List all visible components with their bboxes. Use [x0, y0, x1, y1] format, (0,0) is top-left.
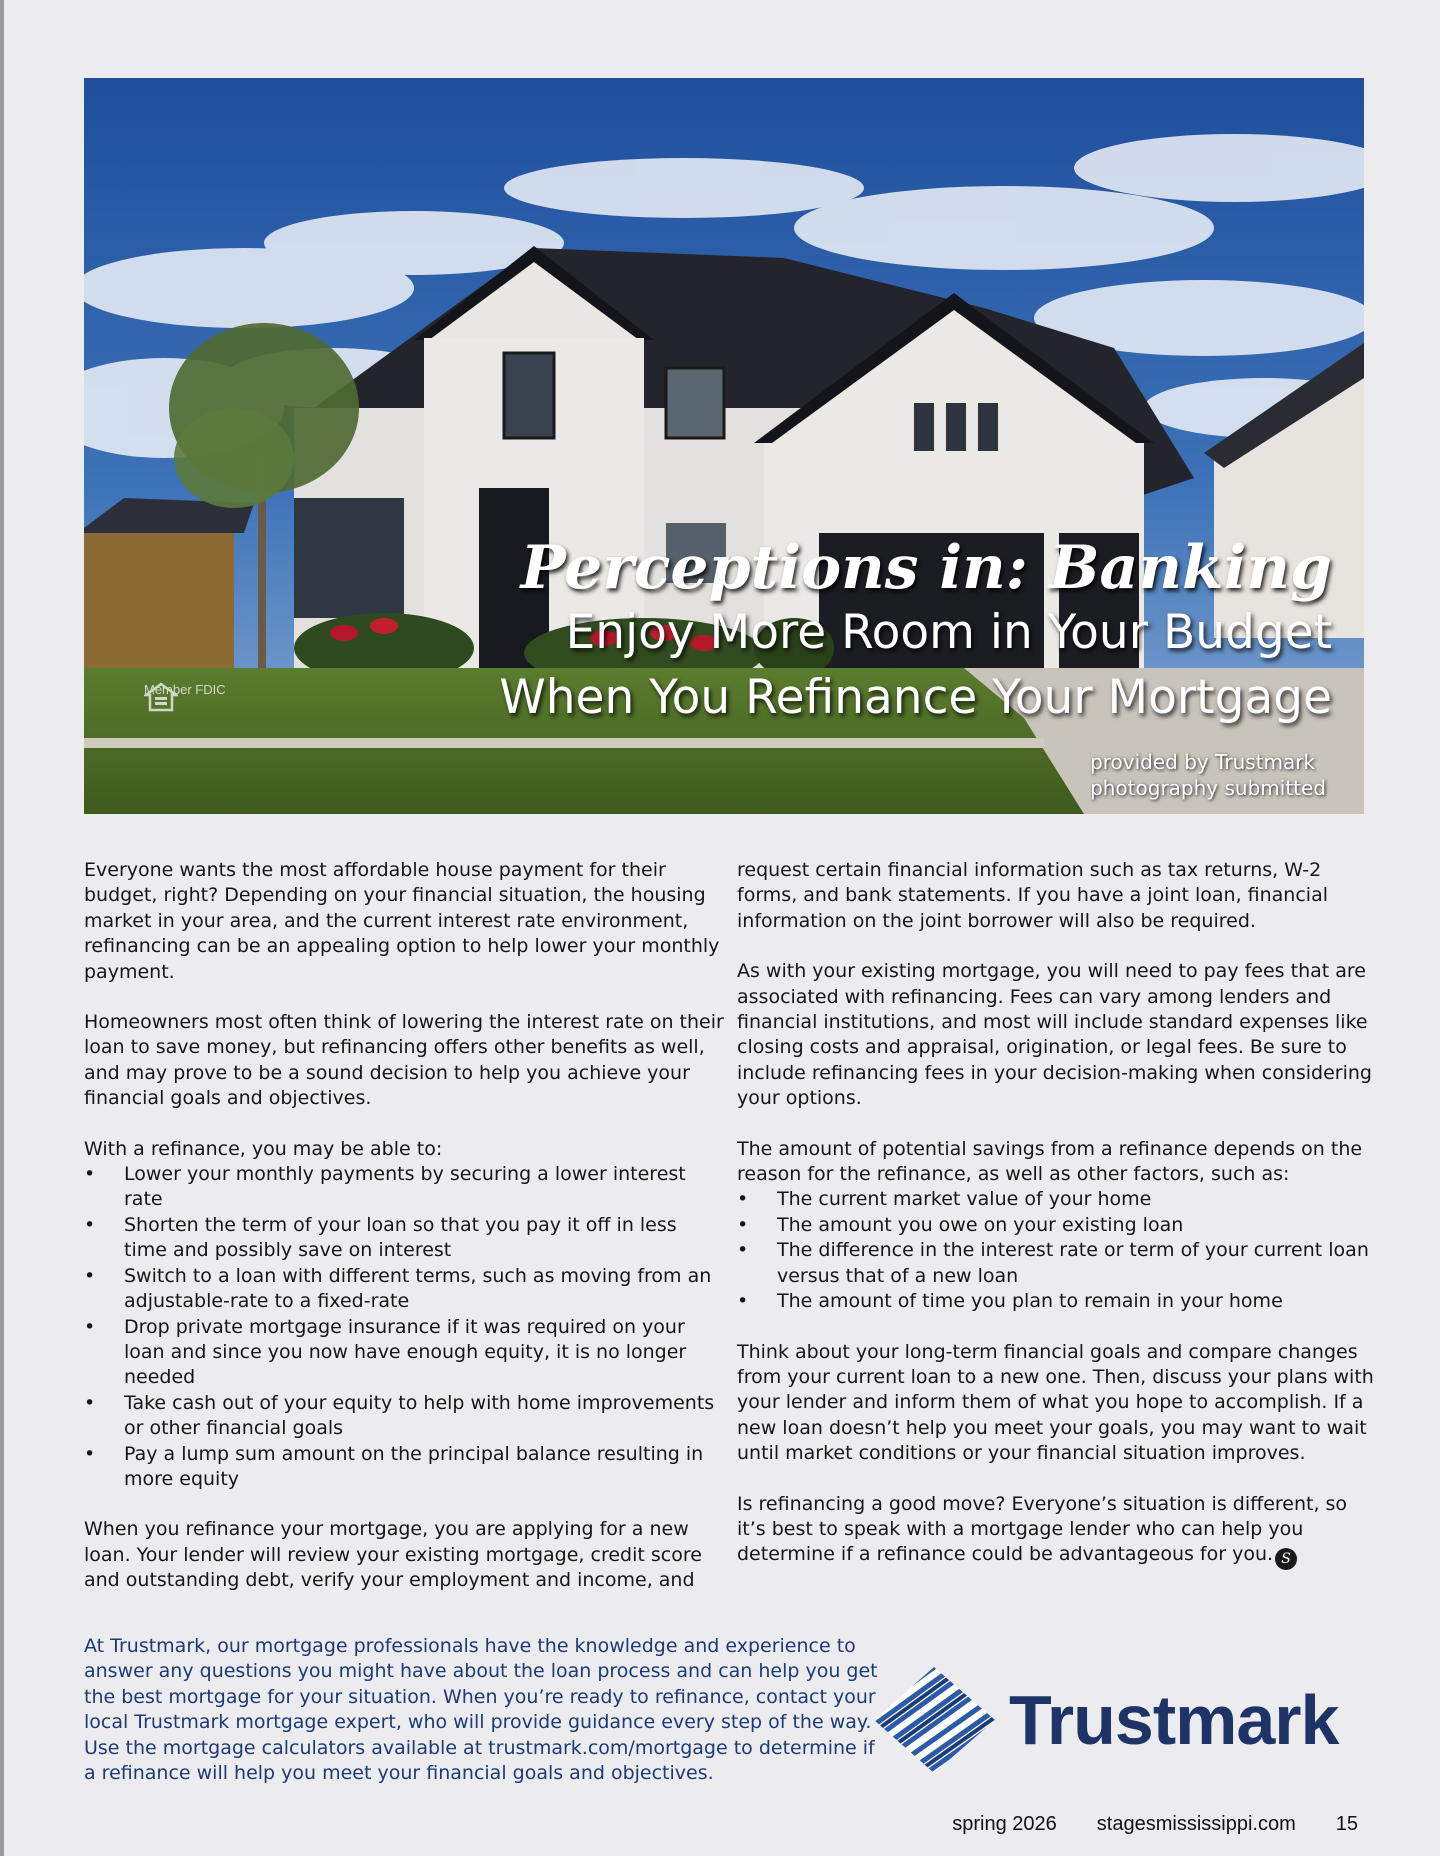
- list-item: • The amount of time you plan to remain in your home: [737, 1289, 1377, 1314]
- list-item: • Drop private mortgage insurance if it was required on your loan and since you now have enough equity, it is no longer needed: [84, 1315, 724, 1391]
- trustmark-promo-text: At Trustmark, our mortgage professionals have the knowledge and experience to answer any questions you might have about the loan process and can help you get the best mortgage for your situation. When you’re ready to refinance, contact your local Trustmark mortgage expert, who will provide guidance every step of the way. Use the mortgage calculators available at trustmark.com/mortgage to determine if a refinance will help you meet your financial goals and objectives.: [84, 1635, 878, 1785]
- series-title: Perceptions in: Banking: [520, 533, 1332, 603]
- credit-provided-by: provided by Trustmark: [1090, 750, 1316, 774]
- paragraph: Everyone wants the most affordable house payment for their budget, right? Depending on your financial situation, the housing market in your area, and the current interest rate environment, refinancing can be an appealing option to help lower your monthly payment.: [84, 859, 720, 983]
- list-item: • The difference in the interest rate or term of your current loan versus that of a new loan: [737, 1238, 1377, 1289]
- hero-photo: [84, 78, 1364, 814]
- list-item: • Switch to a loan with different terms, such as moving from an adjustable-rate to a fixed-rate: [84, 1264, 724, 1315]
- paragraph: Think about your long-term financial goals and compare changes from your current loan to a new one. Then, discuss your plans with your lender and inform them of what you hope to accomplish. If a new loan doesn’t help you meet your goals, you may want to wait until market conditions or your financial situation improves.: [737, 1340, 1374, 1465]
- page-footer: [952, 1813, 1358, 1836]
- trustmark-logo: [872, 1660, 1362, 1780]
- list-item: • The current market value of your home: [737, 1187, 1377, 1212]
- list-item: • Take cash out of your equity to help with home improvements or other financial goals: [84, 1391, 724, 1442]
- list-intro: The amount of potential savings from a refinance depends on the reason for the refinance, as well as other factors, such as:: [737, 1137, 1363, 1186]
- hero-title-block: [499, 533, 1332, 728]
- trustmark-diamond-icon: [872, 1665, 997, 1775]
- equal-housing-icon: [144, 682, 178, 712]
- paragraph: As with your existing mortgage, you will need to pay fees that are associated with refinancing. Fees can vary among lenders and financial institutions, and most will include standard expenses like closing costs and appraisal, origination, or legal fees. Be sure to include refinancing fees in your decision-making when considering your options.: [737, 960, 1372, 1110]
- credit-photography: photography submitted: [1090, 775, 1326, 800]
- page-number: 15: [1335, 1813, 1358, 1835]
- paragraph: When you refinance your mortgage, you are applying for a new loan. Your lender will review your existing mortgage, credit score and outstanding debt, verify your employment and income, and: [84, 1518, 702, 1592]
- savings-factors-list: [737, 1187, 1377, 1314]
- headline-line-2: When You Refinance Your Mortgage: [499, 669, 1332, 725]
- website-label: stagesmississippi.com: [1096, 1813, 1296, 1835]
- paragraph: request certain financial information such as tax returns, W-2 forms, and bank statements. If you have a joint loan, financial information on the joint borrower will also be required.: [737, 859, 1328, 932]
- benefits-list: [84, 1162, 724, 1492]
- list-item: • Shorten the term of your loan so that you pay it off in less time and possibly save on interest: [84, 1213, 724, 1264]
- list-item: • The amount you owe on your existing loan: [737, 1213, 1377, 1238]
- list-intro: With a refinance, you may be able to:: [84, 1137, 443, 1160]
- fdic-label: Member FDIC: [144, 682, 226, 697]
- list-item: • Pay a lump sum amount on the principal balance resulting in more equity: [84, 1442, 724, 1493]
- article-column-left: [84, 858, 724, 1619]
- article-column-right: [737, 858, 1377, 1595]
- paragraph: Homeowners most often think of lowering the interest rate on their loan to save money, but refinancing offers other benefits as well, and may prove to be a sound decision to help you achieve your financial goals and objectives.: [84, 1011, 724, 1110]
- final-text: Is refinancing a good move? Everyone’s situation is different, so it’s best to speak with a mortgage lender who can help you determine if a refinance could be advantageous for you.: [737, 1492, 1348, 1566]
- issue-label: spring 2026: [952, 1813, 1057, 1835]
- trustmark-wordmark: Trustmark: [1009, 1681, 1339, 1759]
- list-item: • Lower your monthly payments by securing a lower interest rate: [84, 1162, 724, 1213]
- photo-credits: [1090, 750, 1326, 801]
- paragraph-final: [737, 1492, 1377, 1571]
- fdic-equal-housing-badge: [144, 682, 226, 697]
- end-mark-icon: S: [1275, 1548, 1297, 1570]
- headline-line-1: Enjoy More Room in Your Budget: [565, 605, 1332, 660]
